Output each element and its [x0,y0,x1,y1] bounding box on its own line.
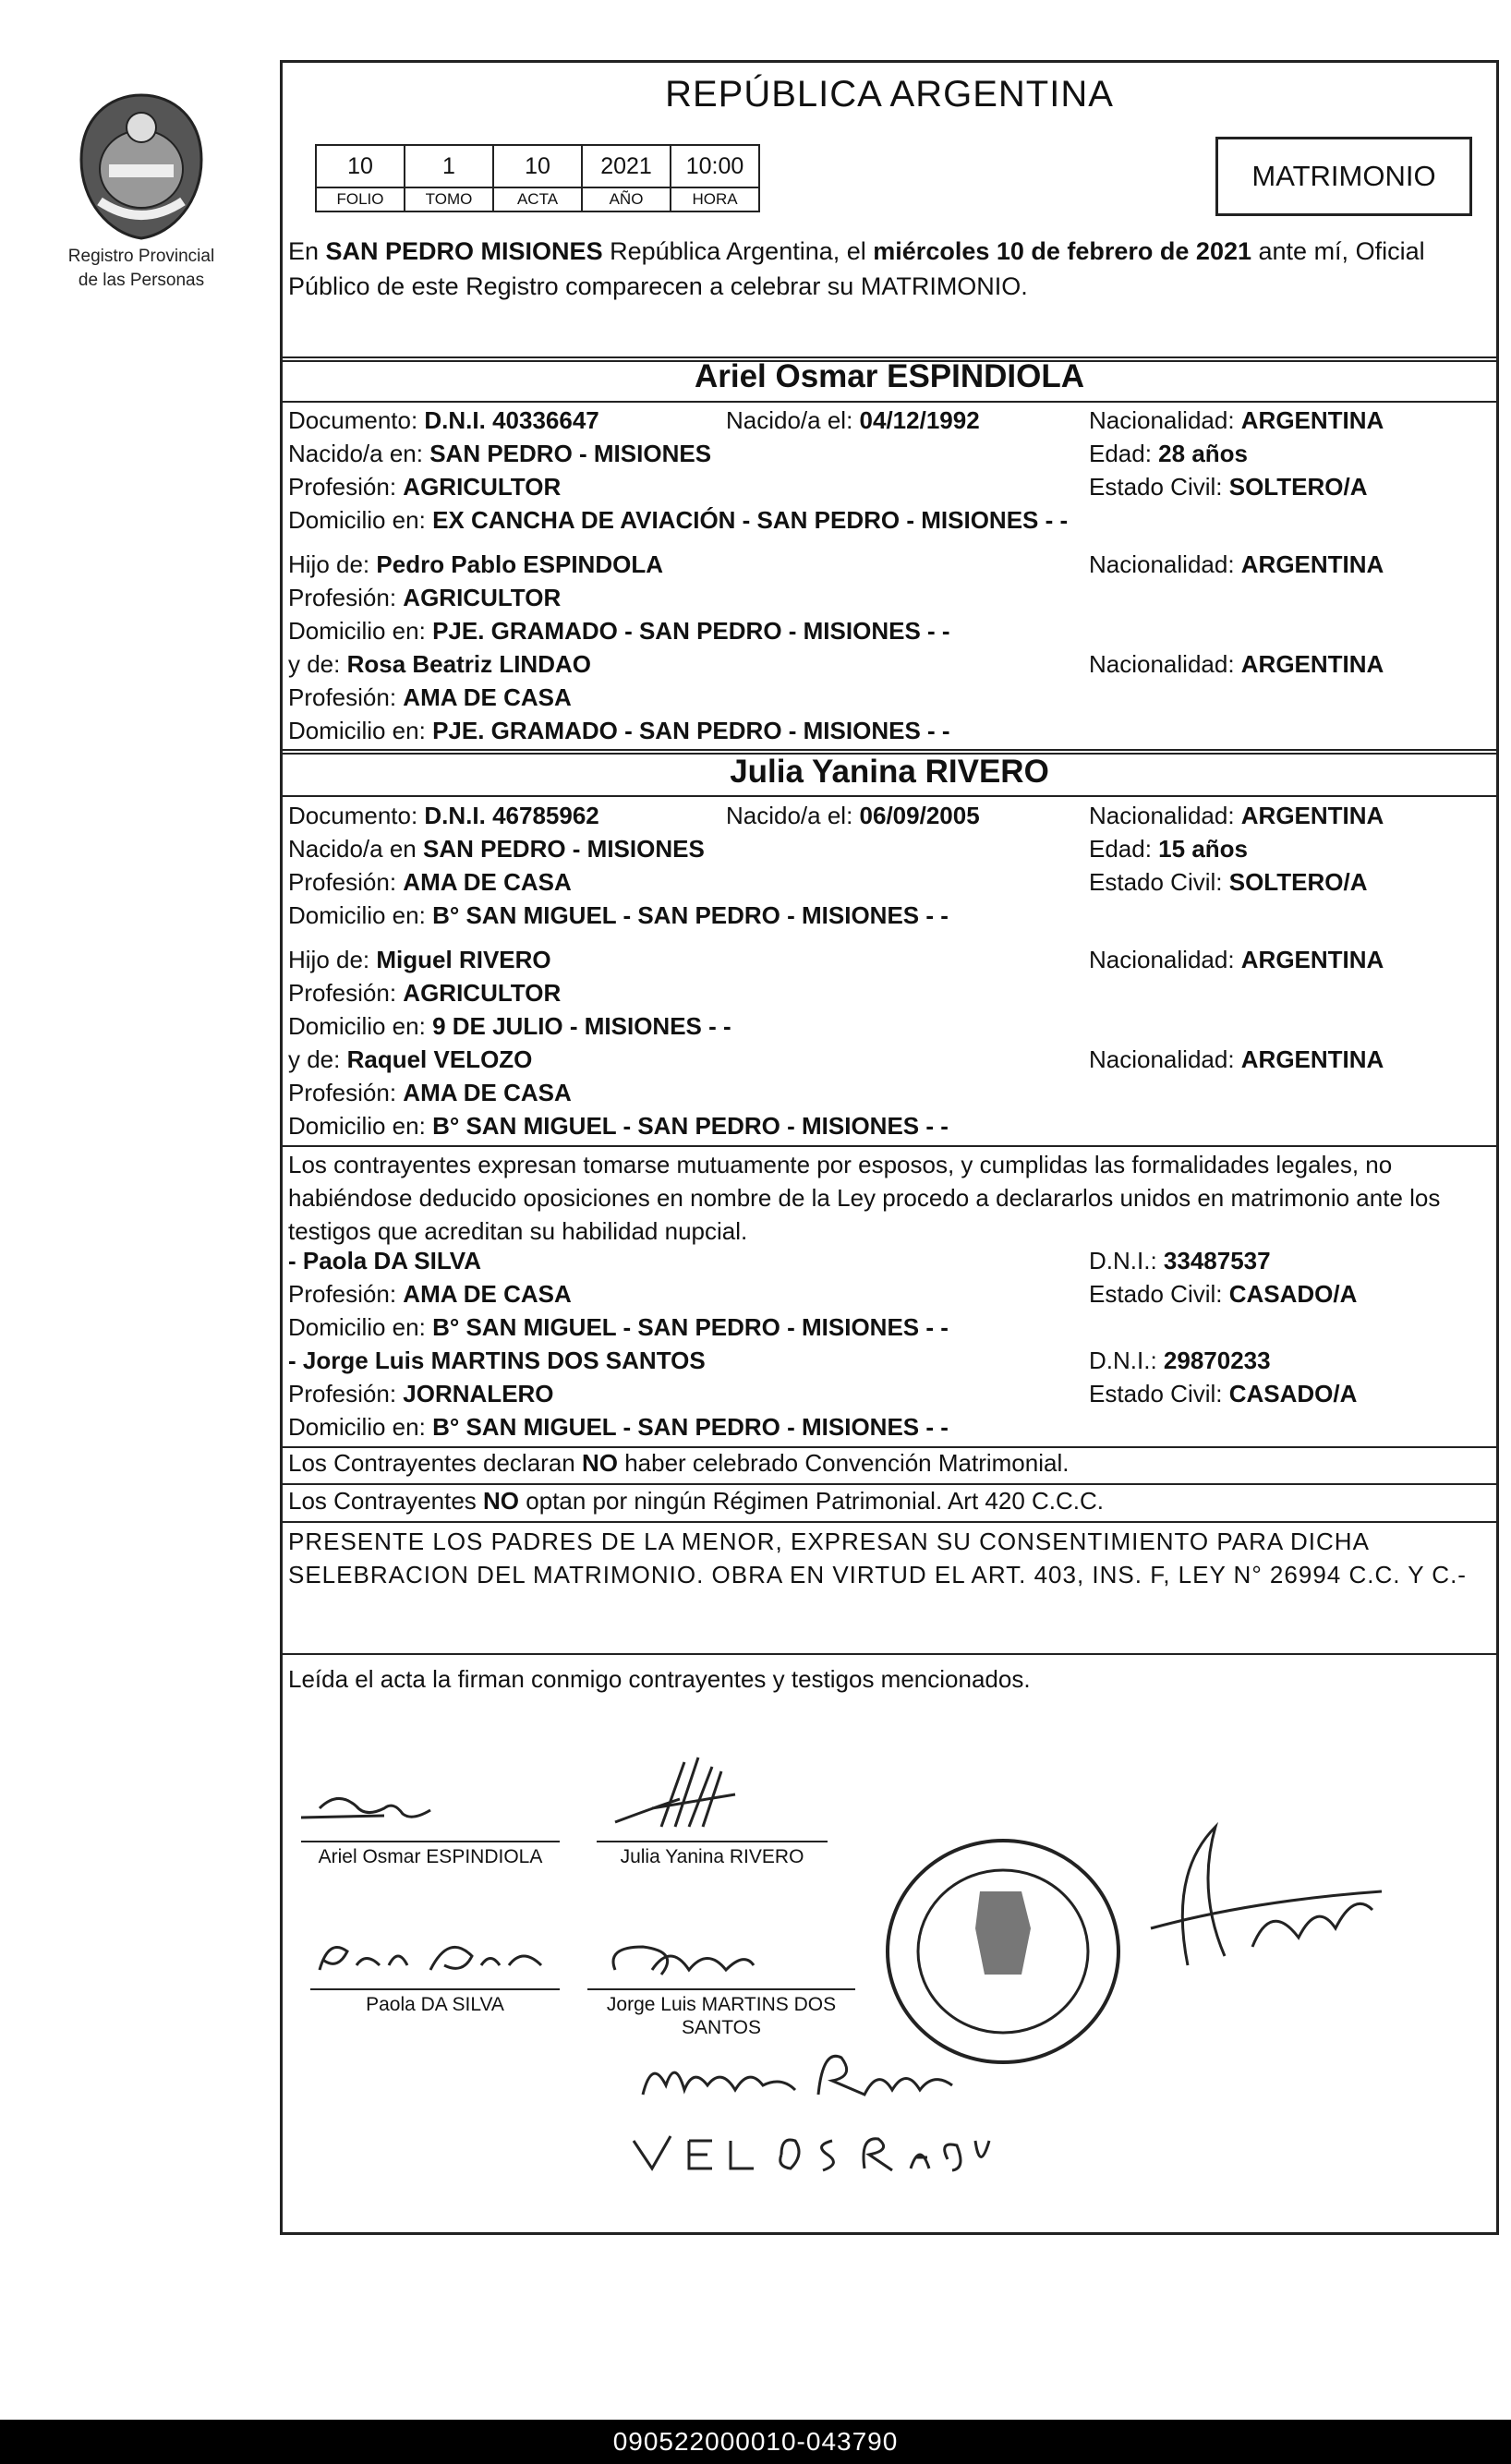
witness1-address: Domicilio en: B° SAN MIGUEL - SAN PEDRO - MISIONES - - [288,1313,949,1341]
intro-text-1: En [288,237,326,265]
witness1-civil-status: Estado Civil: CASADO/A [1089,1280,1358,1308]
groom-signature [301,1781,560,1868]
registry-stamp-icon [883,1836,1123,2067]
official-signature-block [1114,1818,1391,1979]
registry-logo [54,91,229,291]
handwritten-signature-icon [1114,1818,1391,1975]
witness1-signature [310,1928,560,2016]
bride-name: Julia Yanina RIVERO [730,754,1049,790]
official-stamp [883,1836,1123,2071]
bride-signature-label: Julia Yanina RIVERO [597,1841,828,1868]
witness2-signature-line2: SANTOS [682,2017,761,2038]
bride-mother-profession: Profesión: AMA DE CASA [288,1079,572,1106]
witness2-signature [587,1933,855,2039]
divider [283,401,1496,403]
folio-value: 10 [316,145,405,187]
bride-age: Edad: 15 años [1089,835,1248,863]
groom-mother-nationality: Nacionalidad: ARGENTINA [1089,650,1384,678]
groom-signature-label: Ariel Osmar ESPINDIOLA [301,1841,560,1868]
groom-nationality: Nacionalidad: ARGENTINA [1089,406,1384,434]
bride-signature [597,1753,828,1868]
logo-caption-1: Registro Provincial [67,247,215,266]
parental-consent-note: PRESENTE LOS PADRES DE LA MENOR, EXPRESAN SU CONSENTIMIENTO PARA DICHA SELEBRACION DEL MATRIMONIO. OBRA EN VIRTUD EL ART. 403, INS. F, LEY N° 26994 C.C. Y C.- [288,1528,1467,1588]
bride-document: Documento: D.N.I. 46785962 [288,802,599,829]
declaration-text: Los contrayentes expresan tomarse mutuamente por esposos, y cumplidas las formalidades legales, no habiéndose deducido oposiciones en nombre de la Ley procedo a declararlos unidos en matrimonio ante los testigos que acreditan su habilidad nupcial. [288,1151,1441,1245]
tomo-label: TOMO [405,187,493,211]
convention-text: Los Contrayentes declaran NO haber celebrado Convención Matrimonial. [288,1449,1070,1477]
groom-document: Documento: D.N.I. 40336647 [288,406,599,434]
bride-nationality: Nacionalidad: ARGENTINA [1089,802,1384,829]
handwritten-signature-icon [587,1933,855,1984]
groom-age: Edad: 28 años [1089,440,1248,467]
handwritten-signature-icon [310,1928,560,1984]
groom-birthdate: Nacido/a el: 04/12/1992 [726,406,980,434]
witness1-profession: Profesión: AMA DE CASA [288,1280,572,1308]
witness2-profession: Profesión: JORNALERO [288,1380,554,1407]
bride-birthplace: Nacido/a en SAN PEDRO - MISIONES [288,835,705,863]
witness2-name: - Jorge Luis MARTINS DOS SANTOS [288,1347,706,1374]
bride-mother-nationality: Nacionalidad: ARGENTINA [1089,1045,1384,1073]
divider [283,749,1496,751]
witness2-civil-status: Estado Civil: CASADO/A [1089,1380,1358,1407]
intro-text-3: ante mí, Oficial Público de este Registro comparecen a celebrar su MATRIMONIO. [288,237,1425,300]
groom-mother-address: Domicilio en: PJE. GRAMADO - SAN PEDRO - MISIONES - - [288,717,950,744]
groom-profession: Profesión: AGRICULTOR [288,473,562,501]
handwritten-signature-icon [624,2122,994,2187]
groom-mother: y de: Rosa Beatriz LINDAO [288,650,591,678]
closing-text: Leída el acta la firman conmigo contrayentes y testigos mencionados. [288,1665,1031,1693]
witness2-signature-line1: Jorge Luis MARTINS DOS [606,1994,837,2015]
acta-value: 10 [493,145,582,187]
bride-birthdate: Nacido/a el: 06/09/2005 [726,802,980,829]
witness2-signature-label [587,1988,855,2039]
groom-name: Ariel Osmar ESPINDIOLA [694,358,1085,394]
hour-value: 10:00 [671,145,759,187]
groom-father: Hijo de: Pedro Pablo ESPINDOLA [288,550,663,578]
hour-label: HORA [671,187,759,211]
divider [283,1653,1496,1655]
intro-paragraph [288,234,1496,304]
provincial-seal-icon [72,91,211,243]
witness2-dni: D.N.I.: 29870233 [1089,1347,1271,1374]
tomo-value: 1 [405,145,493,187]
record-type-box: MATRIMONIO [1215,137,1472,216]
groom-birthplace: Nacido/a en: SAN PEDRO - MISIONES [288,440,712,467]
groom-civil-status: Estado Civil: SOLTERO/A [1089,473,1368,501]
logo-caption-2: de las Personas [78,271,205,290]
divider [283,1521,1496,1523]
bride-address: Domicilio en: B° SAN MIGUEL - SAN PEDRO - MISIONES - - [288,901,949,929]
bride-mother-address: Domicilio en: B° SAN MIGUEL - SAN PEDRO - MISIONES - - [288,1112,949,1140]
groom-father-profession: Profesión: AGRICULTOR [288,584,562,611]
handwritten-signature-icon [597,1753,828,1836]
intro-place: SAN PEDRO MISIONES [325,237,603,265]
intro-date: miércoles 10 de febrero de 2021 [873,237,1252,265]
year-label: AÑO [582,187,671,211]
bride-civil-status: Estado Civil: SOLTERO/A [1089,868,1368,896]
divider [283,1446,1496,1448]
handwritten-signature-icon [301,1781,560,1836]
barcode-number-strip: 090522000010-043790 [0,2420,1511,2464]
witness1-signature-label: Paola DA SILVA [310,1988,560,2016]
certificate-frame [280,60,1499,2235]
bride-father-address: Domicilio en: 9 DE JULIO - MISIONES - - [288,1012,731,1040]
groom-address: Domicilio en: EX CANCHA DE AVIACIÓN - SAN PEDRO - MISIONES - - [288,506,1069,534]
bride-mother: y de: Raquel VELOZO [288,1045,533,1073]
witness1-dni: D.N.I.: 33487537 [1089,1247,1271,1274]
intro-text-2: República Argentina, el [602,237,874,265]
divider [283,1145,1496,1147]
groom-mother-profession: Profesión: AMA DE CASA [288,683,572,711]
bride-father-nationality: Nacionalidad: ARGENTINA [1089,946,1384,973]
folio-label: FOLIO [316,187,405,211]
record-table [315,144,760,212]
witness2-address: Domicilio en: B° SAN MIGUEL - SAN PEDRO - MISIONES - - [288,1413,949,1441]
groom-father-nationality: Nacionalidad: ARGENTINA [1089,550,1384,578]
year-value: 2021 [582,145,671,187]
divider [283,1483,1496,1485]
bride-profession: Profesión: AMA DE CASA [288,868,572,896]
acta-label: ACTA [493,187,582,211]
divider [283,795,1496,797]
bride-father-profession: Profesión: AGRICULTOR [288,979,562,1007]
groom-father-address: Domicilio en: PJE. GRAMADO - SAN PEDRO - MISIONES - - [288,617,950,645]
witness1-name: - Paola DA SILVA [288,1247,481,1274]
bride-father: Hijo de: Miguel RIVERO [288,946,551,973]
regime-text: Los Contrayentes NO optan por ningún Régimen Patrimonial. Art 420 C.C.C. [288,1487,1105,1515]
page-title: REPÚBLICA ARGENTINA [665,74,1114,115]
